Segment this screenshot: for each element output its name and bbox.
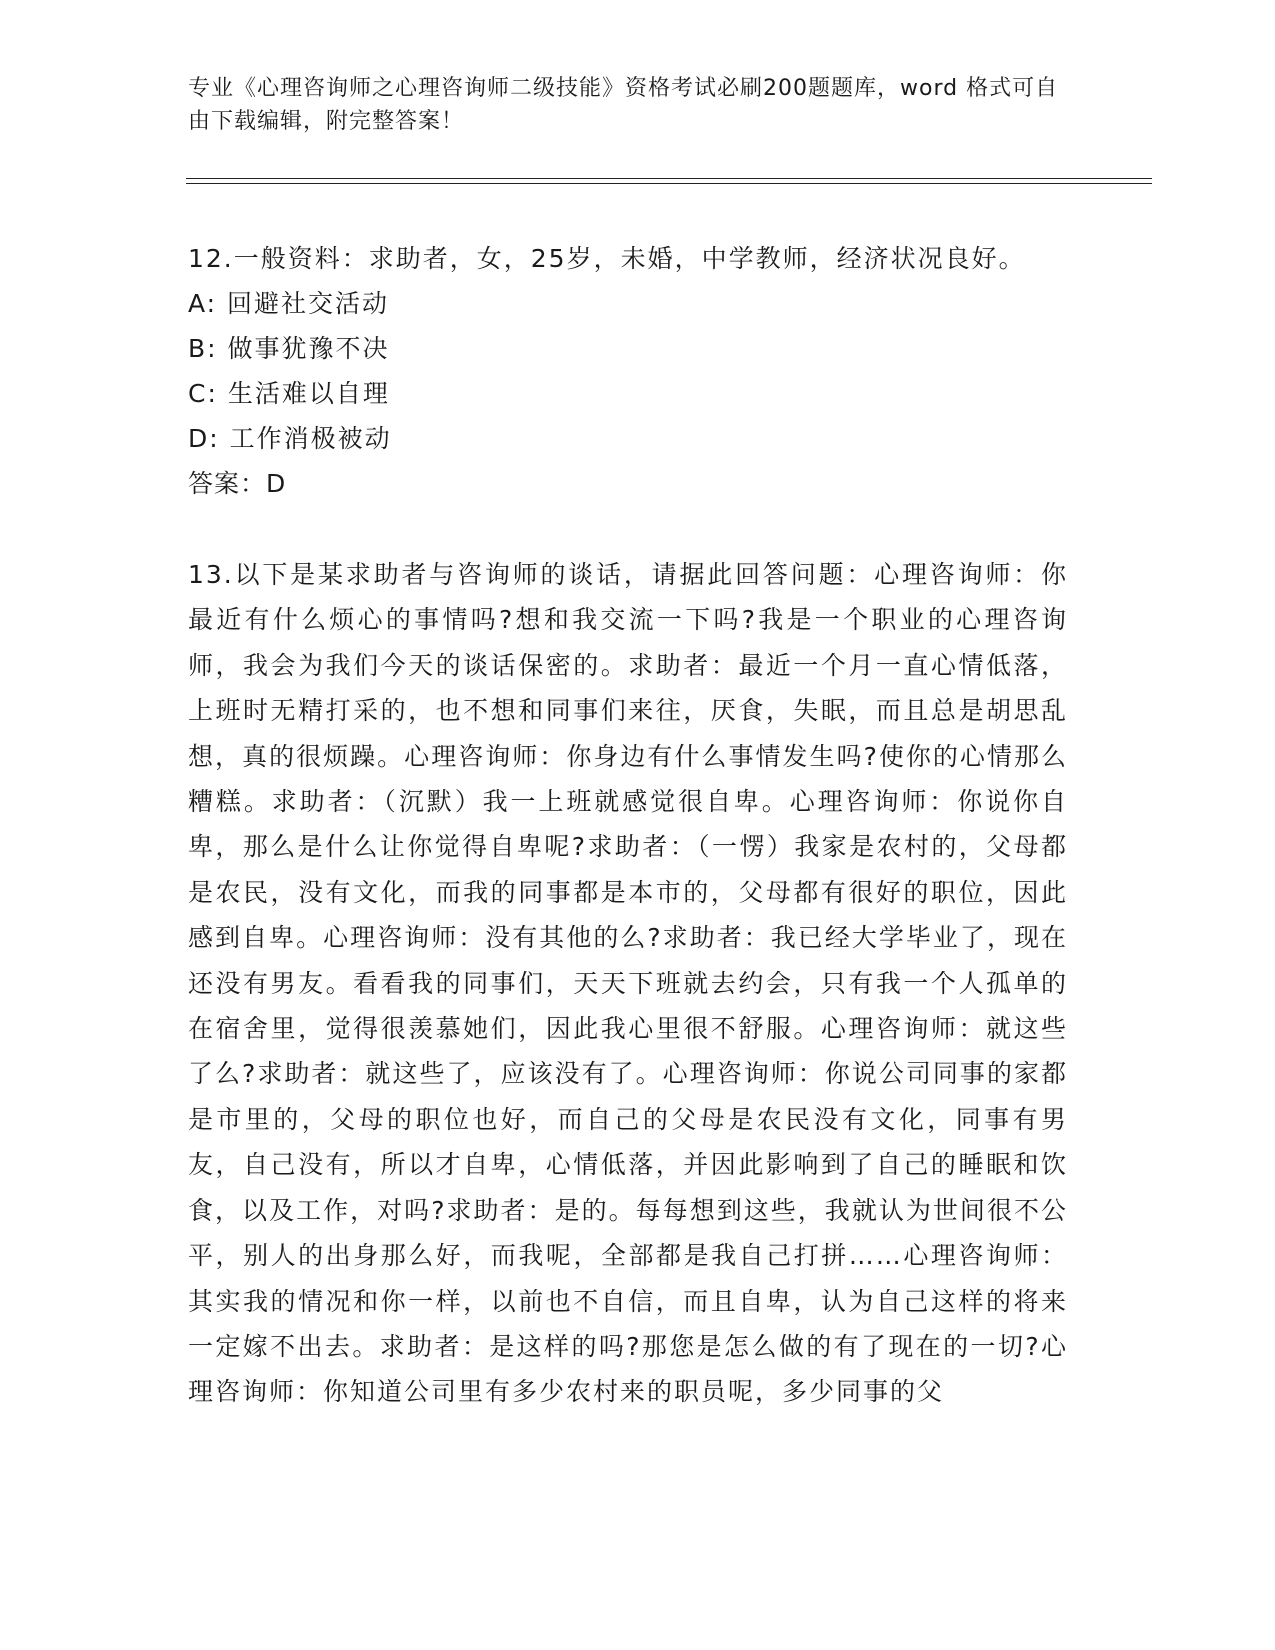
question-13: 13.以下是某求助者与咨询师的谈话，请据此回答问题：心理咨询师：你最近有什么烦心的事情吗?想和我交流一下吗?我是一个职业的心理咨询师，我会为我们今天的谈话保密的。求助者：最近一个月一直心情低落，上班时无精打采的，也不想和同事们来往，厌食，失眠，而且总是胡思乱想，真的很烦躁。心理咨询师：你身边有什么事情发生吗?使你的心情那么糟糕。求助者：（沉默）我一上班就感觉很自卑。心理咨询师：你说你自卑，那么是什么让你觉得自卑呢?求助者：（一愣）我家是农村的，父母都是农民，没有文化，而我的同事都是本市的，父母都有很好的职位，因此感到自卑。心理咨询师：没有其他的么?求助者：我已经大学毕业了，现在还没有男友。看看我的同事们，天天下班就去约会，只有我一个人孤单的在宿舍里，觉得很羡慕她们，因此我心里很不舒服。心理咨询师：就这些了么?求助者：就这些了，应该没有了。心理咨询师：你说公司同事的家都是市里的，父母的职位也好，而自己的父母是农民没有文化，同事有男友，自己没有，所以才自卑，心情低落，并因此影响到了自己的睡眠和饮食，以及工作，对吗?求助者：是的。每每想到这些，我就认为世间很不公平，别人的出身那么好，而我呢，全部都是我自己打拼……心理咨询师：其实我的情况和你一样，以前也不自信，而且自卑，认为自己这样的将来一定嫁不出去。求助者：是这样的吗?那您是怎么做的有了现在的一切?心理咨询师：你知道公司里有多少农村来的职员呢，多少同事的父: [188, 560, 1068, 1407]
question-stem: 12.一般资料：求助者，女，25岁，未婚，中学教师，经济状况良好。: [188, 244, 1026, 273]
header-divider-top: [186, 178, 1152, 179]
option-c: C: 生活难以自理: [188, 379, 390, 408]
answer-text: 答案：D: [188, 469, 287, 498]
option-a: A: 回避社交活动: [188, 289, 390, 318]
question-12: [188, 236, 1088, 506]
document-header: 专业《心理咨询师之心理咨询师二级技能》资格考试必刷200题题库，word 格式可自由下载编辑，附完整答案！: [188, 76, 1059, 134]
option-d: D: 工作消极被动: [188, 424, 392, 453]
option-b: B: 做事犹豫不决: [188, 334, 390, 363]
header-divider-bottom: [186, 183, 1152, 184]
